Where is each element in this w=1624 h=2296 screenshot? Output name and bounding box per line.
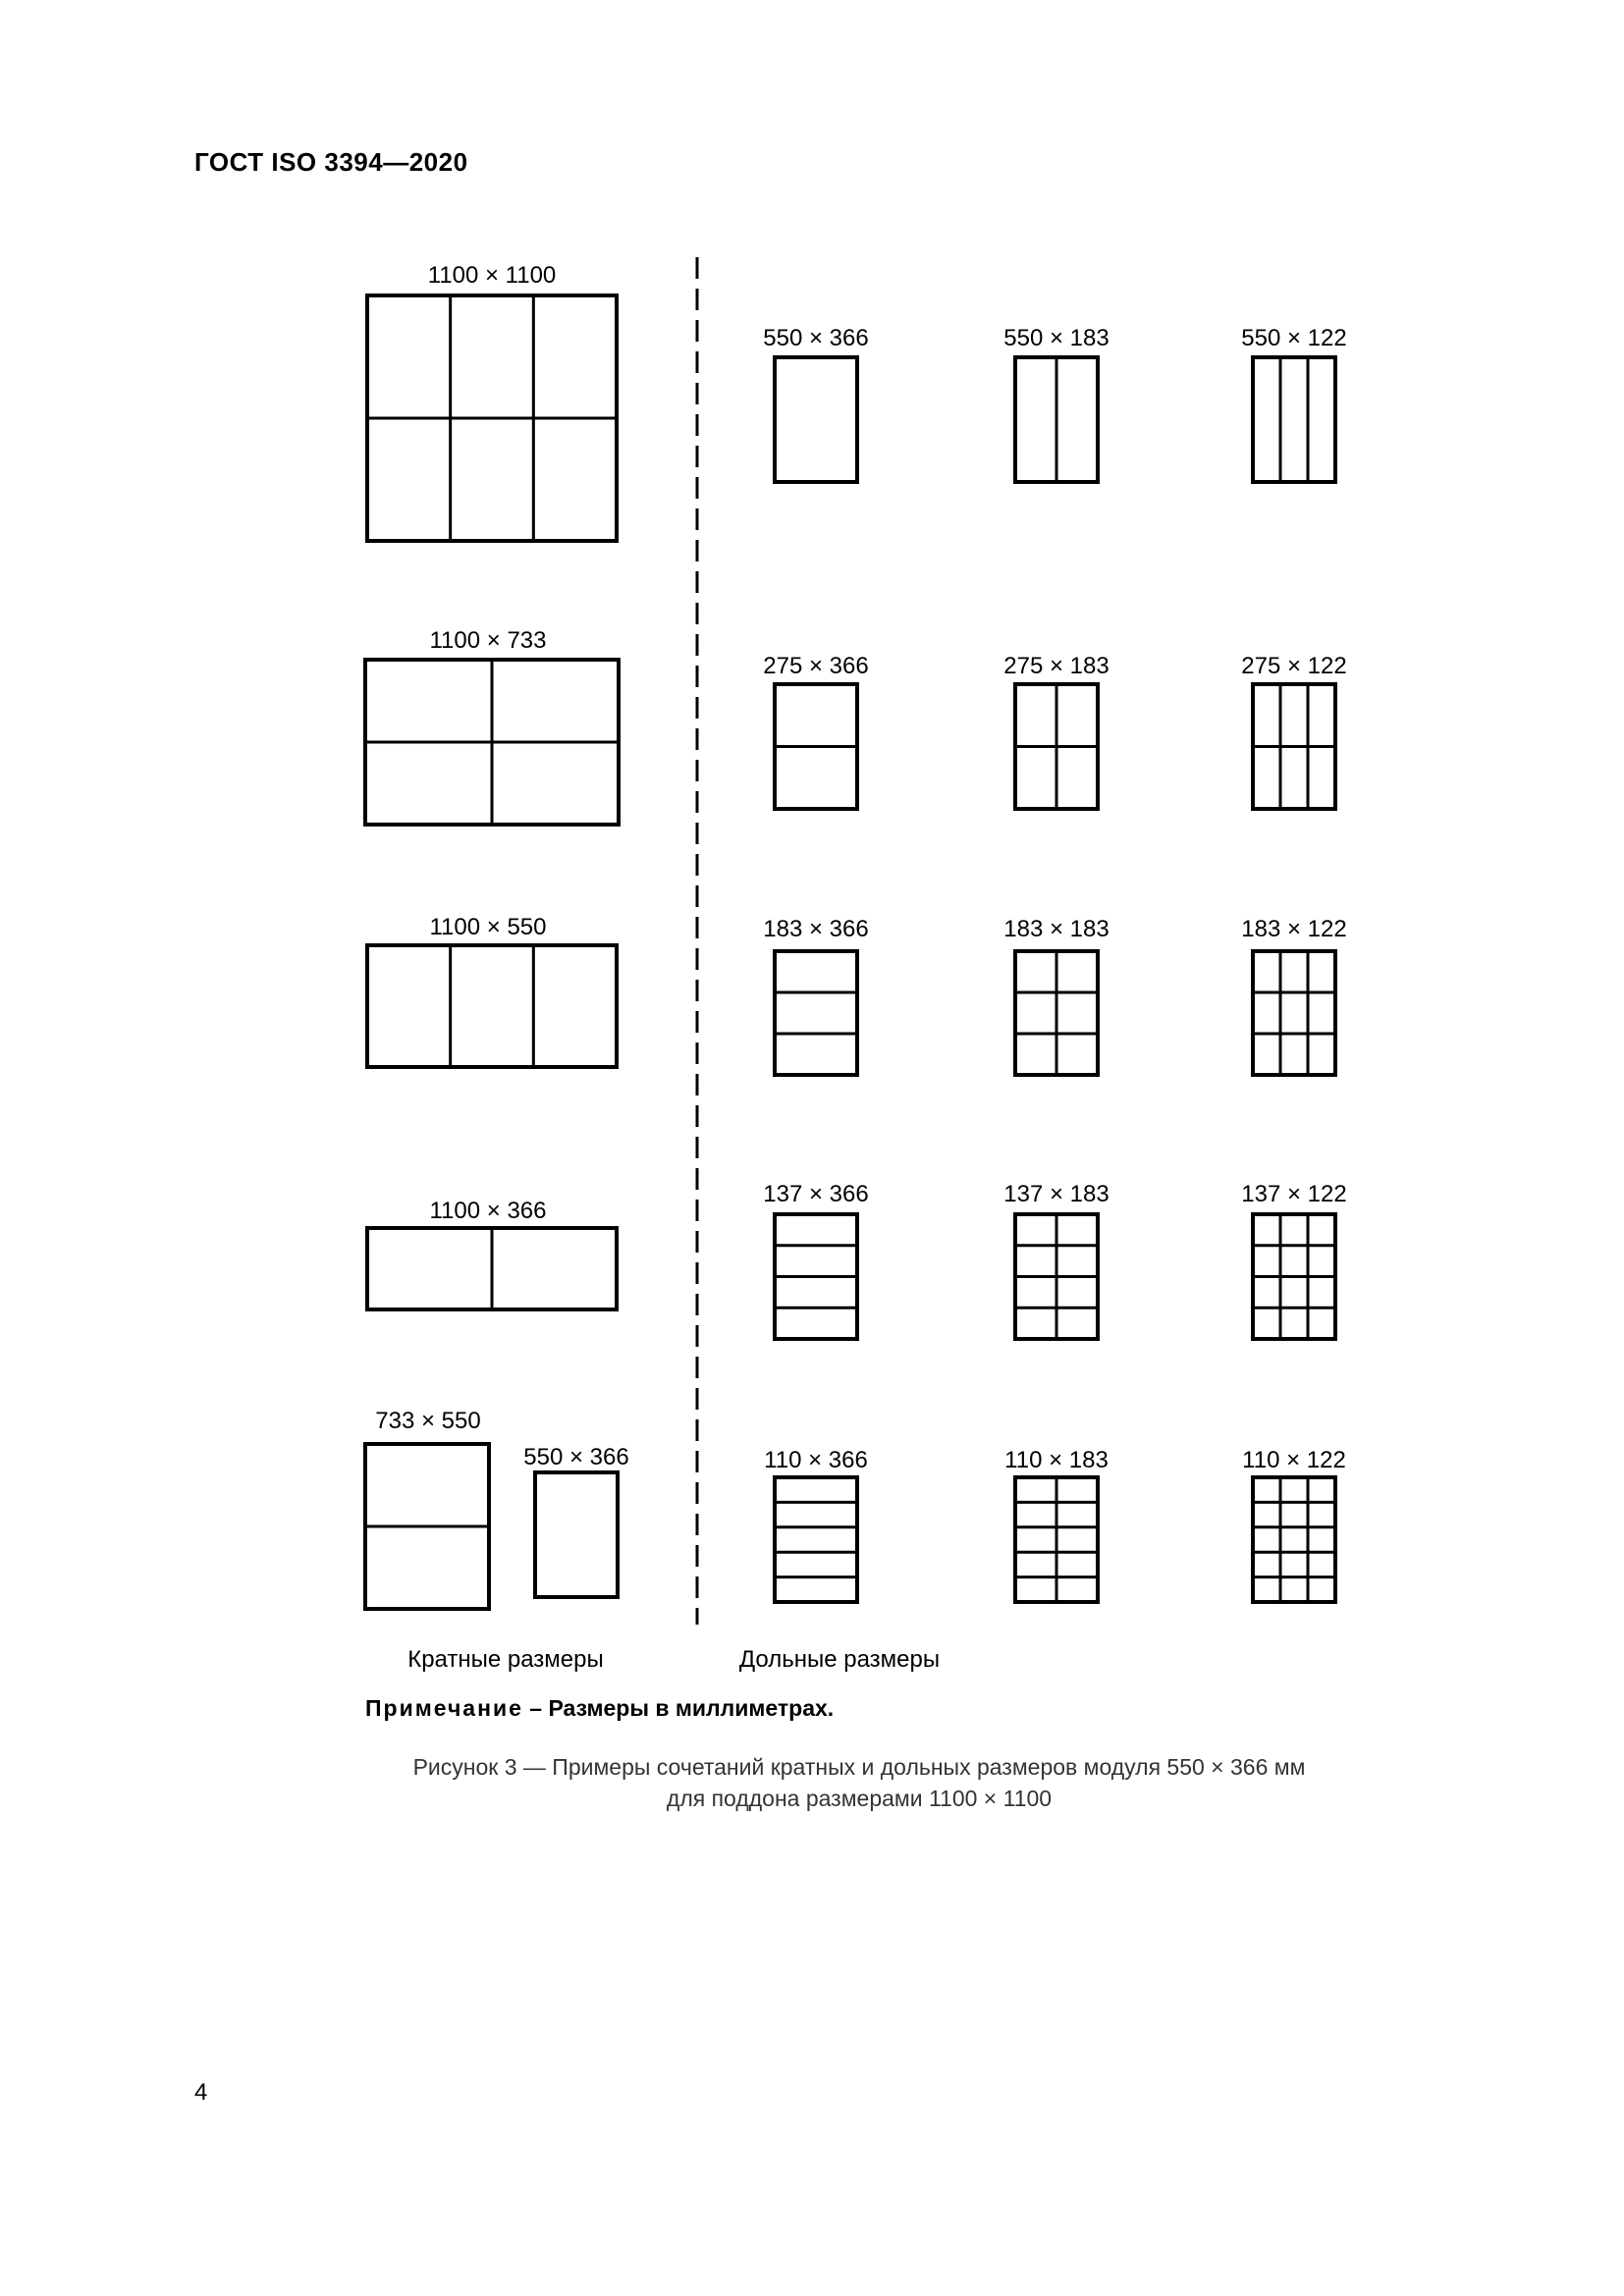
fraction-module-label: 183 × 183: [1003, 916, 1110, 942]
multiple-module-label: 1100 × 550: [429, 914, 547, 940]
fraction-module-outline: [1253, 1477, 1335, 1602]
multiple-module: [365, 627, 619, 825]
multiple-module: [367, 262, 617, 541]
fraction-module: [763, 1181, 868, 1339]
multiple-module-outline: [535, 1472, 618, 1597]
fraction-module-label: 110 × 122: [1242, 1447, 1346, 1473]
fraction-module: [1241, 653, 1346, 809]
fraction-module: [763, 325, 868, 482]
fraction-module: [1242, 1447, 1346, 1602]
fraction-module-outline: [1253, 357, 1335, 482]
fraction-module-outline: [775, 951, 857, 1075]
fraction-module-label: 137 × 122: [1241, 1181, 1347, 1207]
multiple-module-outline: [367, 945, 617, 1067]
multiple-module: [367, 1198, 617, 1309]
fraction-module: [1003, 653, 1109, 809]
fraction-module: [1003, 916, 1109, 1075]
fraction-module-outline: [775, 357, 857, 482]
fraction-module: [1241, 916, 1346, 1075]
fraction-module-outline: [1253, 951, 1335, 1075]
multiples-group: [365, 262, 629, 1609]
fraction-module-label: 550 × 122: [1241, 325, 1347, 351]
multiple-module-label: 550 × 366: [523, 1444, 629, 1470]
multiple-module: [367, 914, 617, 1067]
note-text: – Размеры в миллиметрах.: [522, 1695, 835, 1721]
fraction-module-label: 137 × 183: [1003, 1181, 1110, 1207]
fractions-section-label: Дольные размеры: [738, 1646, 941, 1673]
note: [365, 1695, 834, 1722]
fraction-module-label: 110 × 366: [764, 1447, 868, 1473]
multiple-module: [523, 1444, 628, 1597]
fraction-module-label: 275 × 122: [1241, 653, 1347, 679]
fraction-module-label: 550 × 183: [1003, 325, 1110, 351]
fraction-module-label: 137 × 366: [763, 1181, 869, 1207]
figure-caption-line-1: Рисунок 3 — Примеры сочетаний кратных и дольных размеров модуля 550 × 366 мм: [412, 1754, 1306, 1780]
multiples-section-label: Кратные размеры: [407, 1646, 604, 1673]
multiple-module: [365, 1408, 489, 1609]
note-head: Примечание: [365, 1695, 523, 1721]
fraction-module: [1003, 1181, 1109, 1339]
fraction-module-label: 550 × 366: [763, 325, 869, 351]
multiple-module-label: 1100 × 366: [429, 1198, 547, 1224]
fraction-module: [1241, 1181, 1346, 1339]
fraction-module-label: 275 × 366: [763, 653, 869, 679]
fraction-module: [763, 916, 868, 1075]
fraction-module-outline: [775, 1477, 857, 1602]
fraction-module: [1004, 1447, 1109, 1602]
fraction-module-label: 183 × 366: [763, 916, 869, 942]
fraction-module: [764, 1447, 868, 1602]
fraction-module: [1241, 325, 1346, 482]
multiple-module-label: 733 × 550: [375, 1408, 481, 1434]
page-number: 4: [194, 2079, 208, 2106]
fraction-module: [763, 653, 868, 809]
figure-caption-line-2: для поддона размерами 1100 × 1100: [666, 1786, 1053, 1811]
fractions-group: [763, 325, 1346, 1602]
fraction-module-label: 275 × 183: [1003, 653, 1110, 679]
multiple-module-label: 1100 × 1100: [427, 262, 557, 289]
fraction-module: [1003, 325, 1109, 482]
fraction-module-label: 110 × 183: [1004, 1447, 1109, 1473]
multiple-module-label: 1100 × 733: [429, 627, 547, 654]
fraction-module-label: 183 × 122: [1241, 916, 1347, 942]
document-header: ГОСТ ISO 3394—2020: [194, 147, 468, 177]
